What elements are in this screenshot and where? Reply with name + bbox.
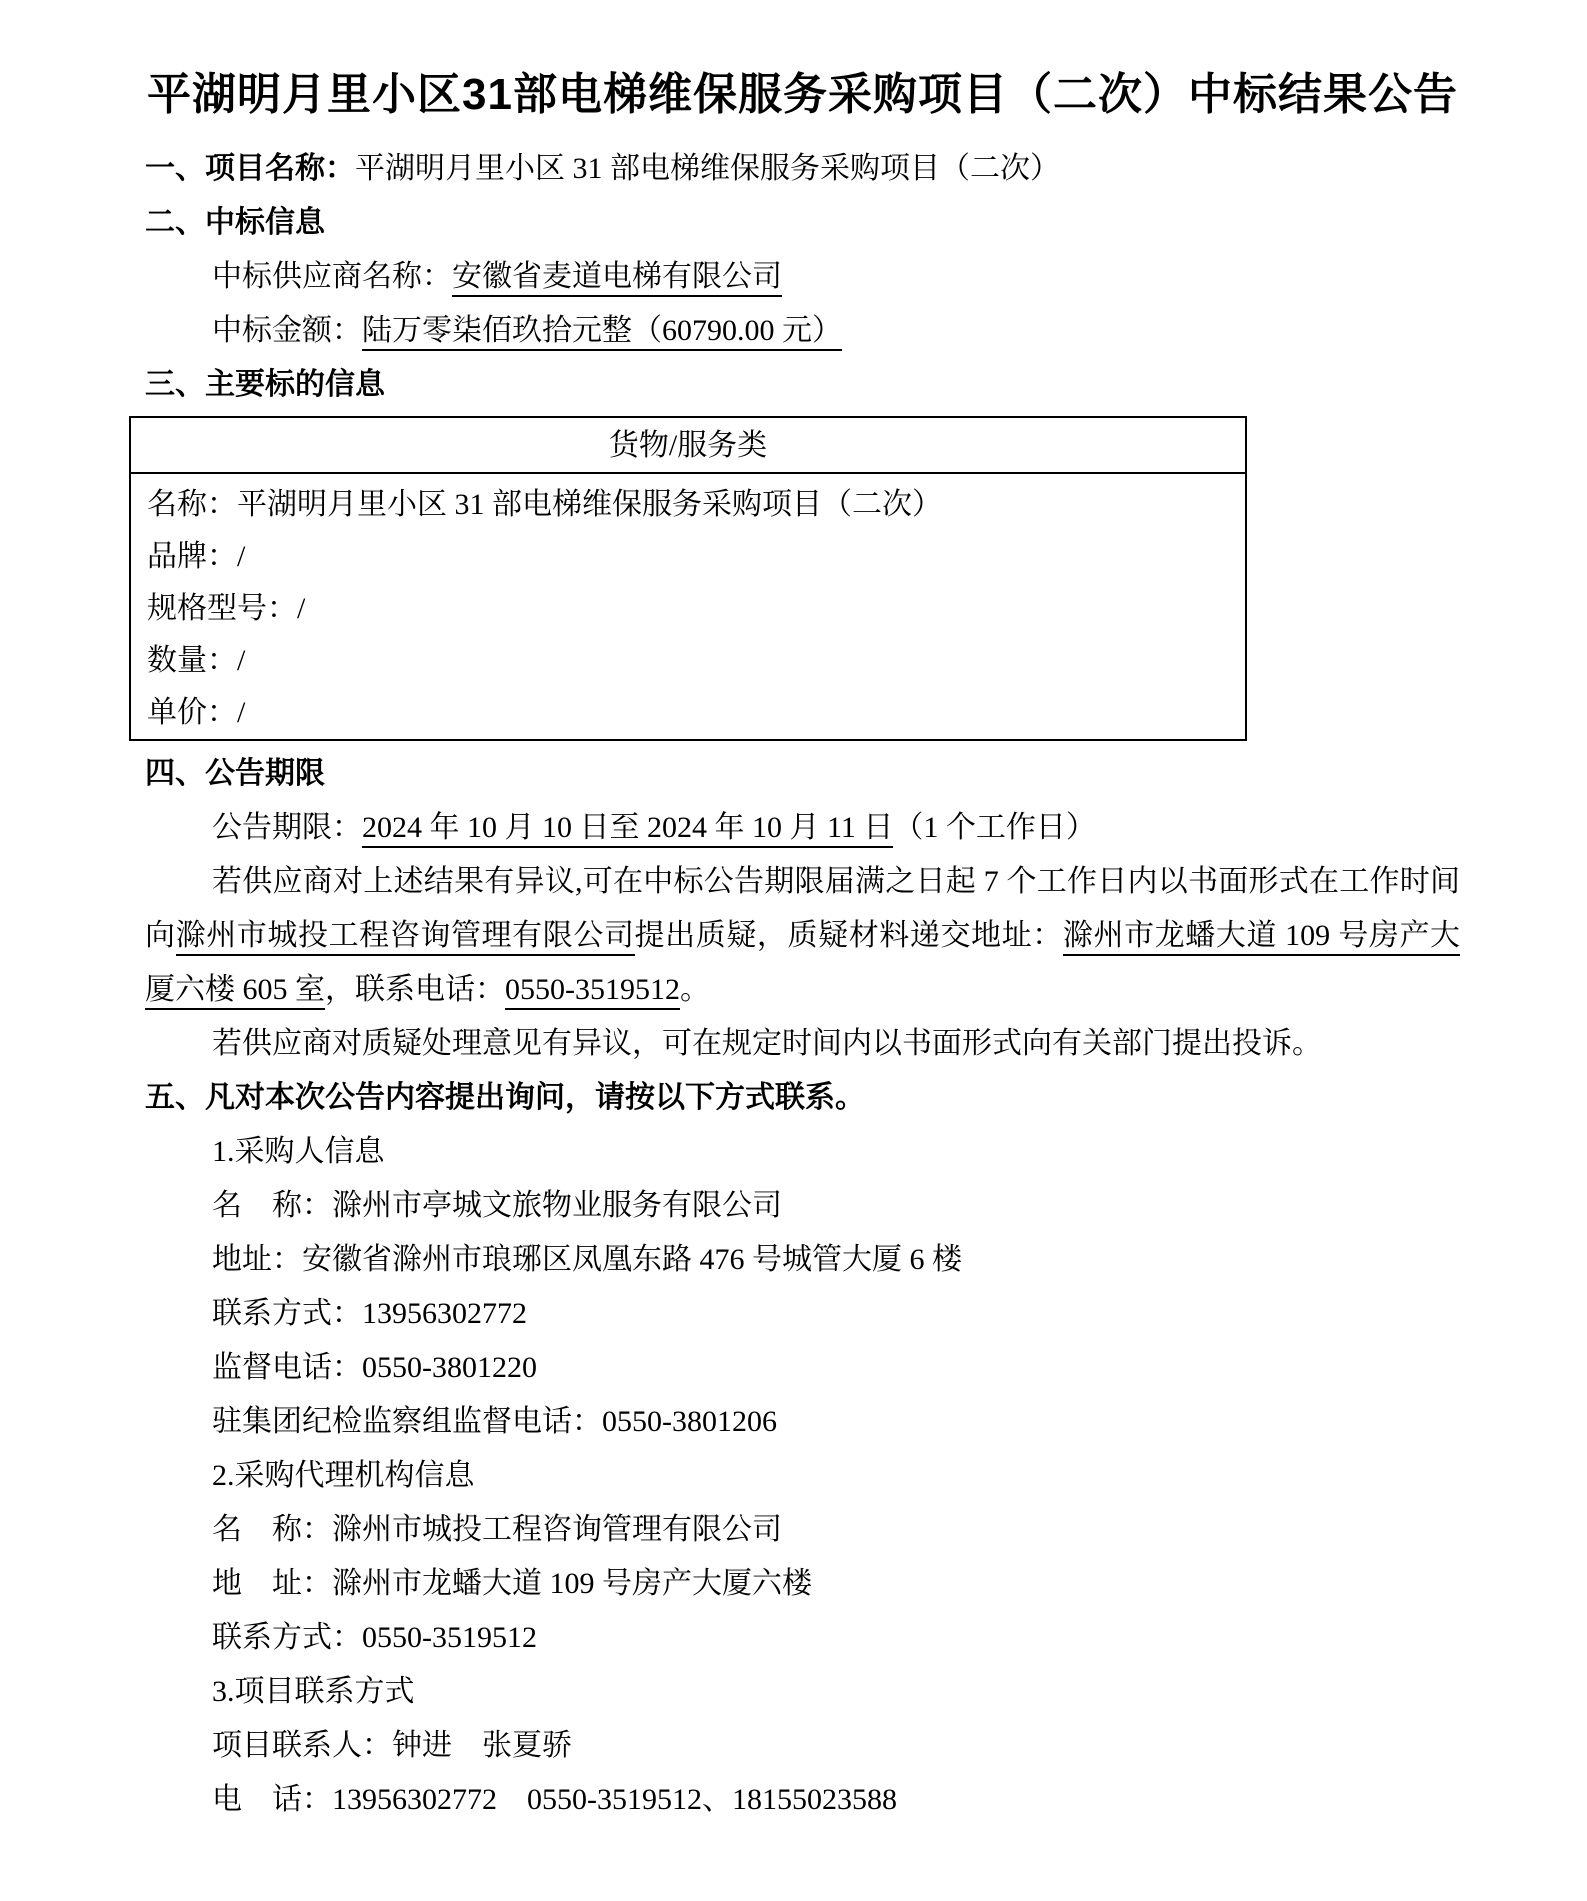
objection-address: 滁州市龙蟠大道 109 号房产大厦六楼 605 室 <box>145 919 1460 1010</box>
table-row-name: 名称：平湖明月里小区 31 部电梯维保服务采购项目（二次） <box>147 488 942 521</box>
section-1-project-name-value: 平湖明月里小区 31 部电梯维保服务采购项目（二次） <box>355 152 1060 185</box>
winning-amount-line <box>145 304 1460 358</box>
announcement-period-suffix: （1 个工作日） <box>893 811 1096 844</box>
project-contact-heading: 3.项目联系方式 <box>212 1675 415 1708</box>
agency-name: 名 称：滁州市城投工程咨询管理有限公司 <box>212 1513 782 1546</box>
objection-text-lead: 若供应商对上述结果有异议,可在中标公告期限届满之日起 7 个工作日内以书面形式在工作时间向 <box>145 865 1460 952</box>
buyer-group-supervise-phone: 驻集团纪检监察组监督电话：0550-3801206 <box>212 1405 777 1438</box>
buyer-address: 地址：安徽省滁州市琅琊区凤凰东路 476 号城管大厦 6 楼 <box>212 1243 962 1276</box>
buyer-info-heading: 1.采购人信息 <box>212 1135 385 1168</box>
table-row-model: 规格型号：/ <box>147 592 306 625</box>
agency-address: 地 址：滁州市龙蟠大道 109 号房产大厦六楼 <box>212 1567 812 1600</box>
winning-amount-value: 陆万零柒佰玖拾元整（60790.00 元） <box>362 314 842 351</box>
announcement-period-label: 公告期限： <box>212 811 362 844</box>
section-4-heading: 四、公告期限 <box>145 757 325 790</box>
complaint-paragraph: 若供应商对质疑处理意见有异议，可在规定时间内以书面形式向有关部门提出投诉。 <box>212 1027 1322 1060</box>
objection-text-end: 。 <box>680 973 710 1006</box>
section-1-project-name-line <box>145 142 1460 196</box>
objection-phone: 0550-3519512 <box>505 973 680 1010</box>
winning-supplier-label: 中标供应商名称： <box>212 260 452 293</box>
section-5-heading: 五、凡对本次公告内容提出询问，请按以下方式联系。 <box>145 1081 865 1114</box>
table-row-unit-price: 单价：/ <box>147 696 246 729</box>
goods-service-table <box>129 416 1247 741</box>
winning-supplier-line <box>145 250 1460 304</box>
announcement-period-line <box>145 801 1460 855</box>
table-row-brand: 品牌：/ <box>147 540 246 573</box>
buyer-name: 名 称：滁州市亭城文旅物业服务有限公司 <box>212 1189 782 1222</box>
section-1-heading: 一、项目名称： <box>145 152 355 185</box>
section-3-heading: 三、主要标的信息 <box>145 368 385 401</box>
winning-amount-label: 中标金额： <box>212 314 362 347</box>
goods-table-header: 货物/服务类 <box>131 418 1245 474</box>
buyer-contact: 联系方式：13956302772 <box>212 1297 527 1330</box>
objection-text-mid: 提出质疑，质疑材料递交地址： <box>634 919 1063 952</box>
table-row-quantity: 数量：/ <box>147 644 246 677</box>
agency-contact: 联系方式：0550-3519512 <box>212 1621 537 1654</box>
buyer-supervise-phone: 监督电话：0550-3801220 <box>212 1351 537 1384</box>
document-title: 平湖明月里小区31部电梯维保服务采购项目（二次）中标结果公告 <box>147 70 1458 119</box>
objection-agency-name: 滁州市城投工程咨询管理有限公司 <box>176 919 635 956</box>
objection-paragraph <box>145 855 1460 1017</box>
announcement-period-value: 2024 年 10 月 10 日至 2024 年 10 月 11 日 <box>362 811 893 848</box>
project-phone: 电 话：13956302772 0550-3519512、18155023588 <box>212 1783 897 1816</box>
section-2-heading: 二、中标信息 <box>145 206 325 239</box>
agency-info-heading: 2.采购代理机构信息 <box>212 1459 475 1492</box>
project-contact-person: 项目联系人：钟进 张夏骄 <box>212 1729 572 1762</box>
objection-text-mid2: ，联系电话： <box>325 973 505 1006</box>
goods-table-body <box>131 474 1245 739</box>
winning-supplier-value: 安徽省麦道电梯有限公司 <box>452 260 782 297</box>
